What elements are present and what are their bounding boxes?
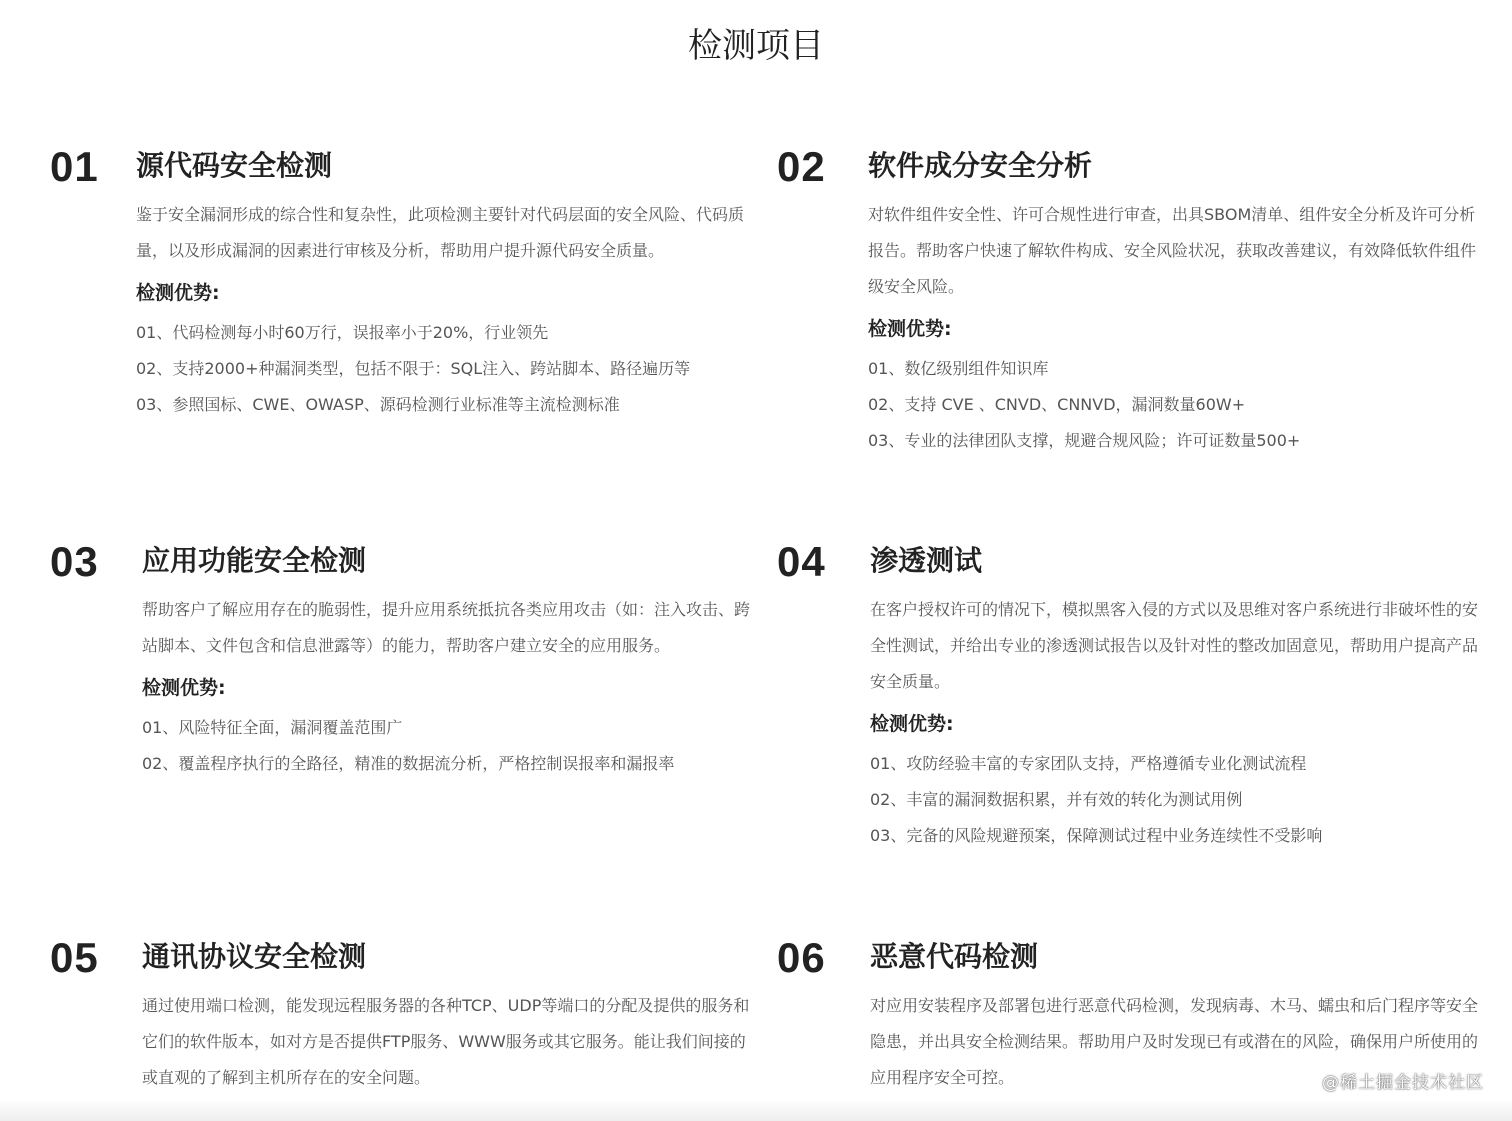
advantage-item: 02、覆盖程序执行的全路径，精准的数据流分析，严格控制误报率和漏报率: [142, 754, 675, 773]
item-title: 通讯协议安全检测: [142, 940, 367, 973]
item-body: [136, 197, 746, 423]
item-title: 恶意代码检测: [870, 940, 1039, 973]
item-number: 01: [50, 143, 99, 190]
advantage-item: 01、攻防经验丰富的专家团队支持，严格遵循专业化测试流程: [870, 754, 1307, 773]
item-number: 02: [777, 143, 826, 190]
item-description: 帮助客户了解应用存在的脆弱性，提升应用系统抵抗各类应用攻击（如：注入攻击、跨站脚本、文件包含和信息泄露等）的能力，帮助客户建立安全的应用服务。: [142, 600, 751, 655]
item-description: 在客户授权许可的情况下，模拟黑客入侵的方式以及思维对客户系统进行非破坏性的安全性测试，并给出专业的渗透测试报告以及针对性的整改加固意见，帮助用户提高产品安全质量。: [870, 600, 1479, 691]
advantages-label: 检测优势:: [142, 677, 226, 699]
item-body: [142, 592, 752, 782]
item-number: 06: [777, 934, 826, 981]
item-number: 03: [50, 538, 99, 585]
item-number: 04: [777, 538, 826, 585]
item-body: [870, 592, 1480, 854]
advantage-item: 02、支持 CVE 、CNVD、CNNVD，漏洞数量60W+: [868, 395, 1246, 414]
item-description: 对软件组件安全性、许可合规性进行审查，出具SBOM清单、组件安全分析及许可分析报告。帮助客户快速了解软件构成、安全风险状况，获取改善建议，有效降低软件组件级安全风险。: [868, 205, 1477, 296]
advantage-item: 03、完备的风险规避预案，保障测试过程中业务连续性不受影响: [870, 826, 1323, 845]
advantage-item: 01、数亿级别组件知识库: [868, 359, 1049, 378]
page-title: 检测项目: [688, 26, 824, 66]
item-body: [868, 197, 1478, 459]
advantage-item: 03、参照国标、CWE、OWASP、源码检测行业标准等主流检测标准: [136, 395, 620, 414]
item-body: [142, 988, 752, 1096]
advantages-label: 检测优势:: [870, 713, 954, 735]
watermark: @稀土掘金技术社区: [1322, 1073, 1484, 1093]
item-title: 应用功能安全检测: [142, 544, 367, 577]
advantage-item: 02、支持2000+种漏洞类型，包括不限于：SQL注入、跨站脚本、路径遍历等: [136, 359, 691, 378]
item-number: 05: [50, 934, 99, 981]
advantages-label: 检测优势:: [868, 318, 952, 340]
item-description: 鉴于安全漏洞形成的综合性和复杂性，此项检测主要针对代码层面的安全风险、代码质量，以及形成漏洞的因素进行审核及分析，帮助用户提升源代码安全质量。: [136, 205, 745, 260]
advantage-item: 01、代码检测每小时60万行，误报率小于20%，行业领先: [136, 323, 549, 342]
item-description: 通过使用端口检测，能发现远程服务器的各种TCP、UDP等端口的分配及提供的服务和它们的软件版本，如对方是否提供FTP服务、WWW服务或其它服务。能让我们间接的或直观的了解到主机所存在的安全问题。: [142, 996, 750, 1087]
item-title: 渗透测试: [870, 544, 983, 577]
advantage-item: 02、丰富的漏洞数据积累，并有效的转化为测试用例: [870, 790, 1243, 809]
bottom-fade: [0, 1099, 1512, 1121]
item-title: 源代码安全检测: [136, 149, 333, 182]
item-description: 对应用安装程序及部署包进行恶意代码检测，发现病毒、木马、蠕虫和后门程序等安全隐患，并出具安全检测结果。帮助用户及时发现已有或潜在的风险，确保用户所使用的应用程序安全可控。: [870, 996, 1479, 1087]
item-title: 软件成分安全分析: [868, 149, 1093, 182]
advantage-item: 01、风险特征全面，漏洞覆盖范围广: [142, 718, 403, 737]
advantages-label: 检测优势:: [136, 282, 220, 304]
advantage-item: 03、专业的法律团队支撑，规避合规风险；许可证数量500+: [868, 431, 1301, 450]
